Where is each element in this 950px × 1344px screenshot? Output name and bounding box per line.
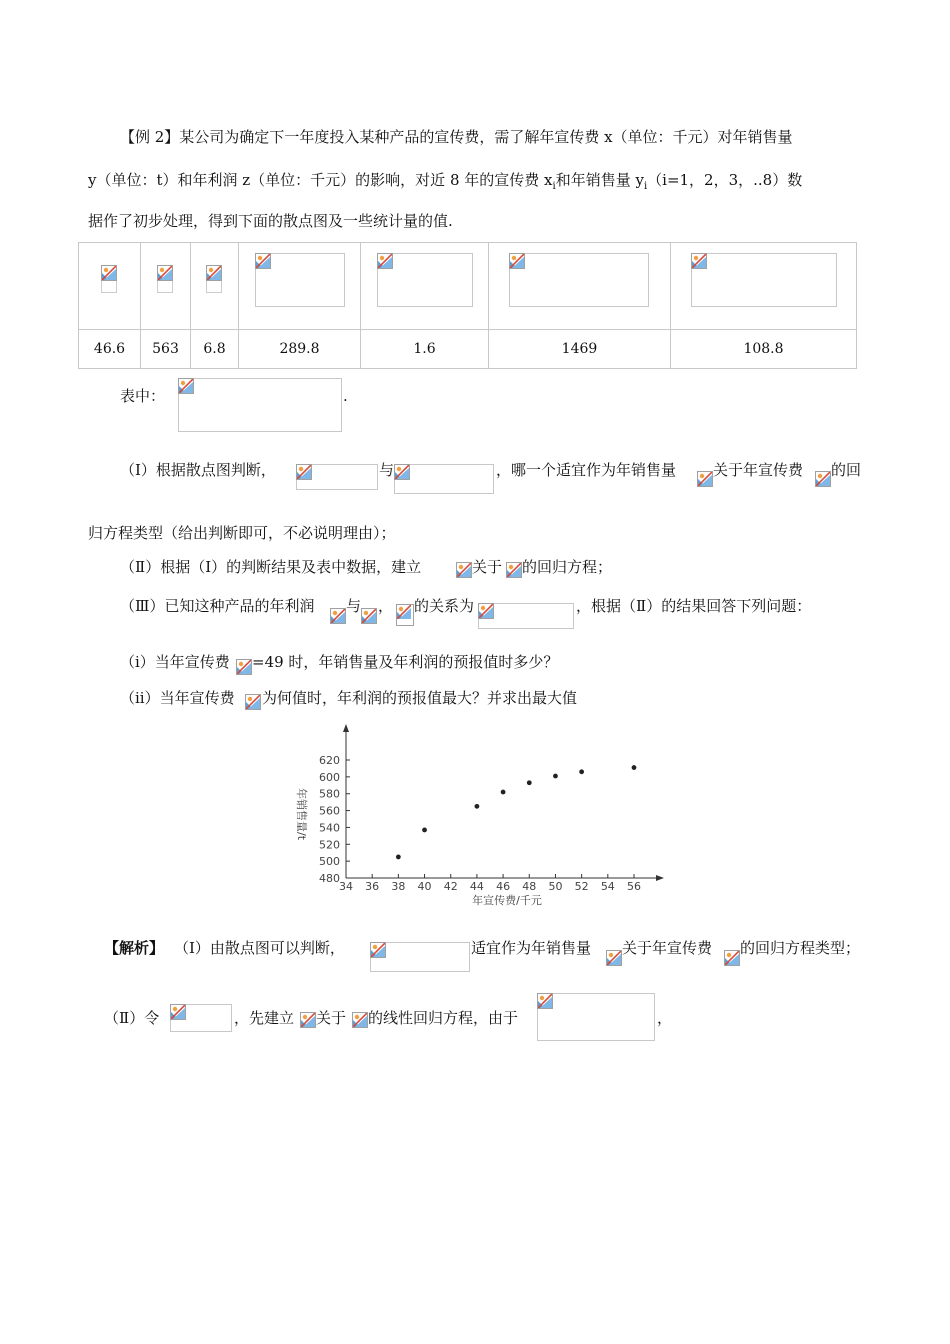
data-point [579,769,584,774]
data-point [422,828,427,833]
value-cell-1: 46.6 [79,330,141,369]
x-tick-label: 56 [627,880,641,893]
problem-line-2-c: （i=1，2，3，..8）数 [647,171,803,189]
formula-image-icon [509,253,525,269]
y-tick-label: 580 [319,787,340,801]
x-tick-label: 42 [443,880,458,893]
solution-l1-mid: 适宜作为年销售量 [471,939,592,957]
header-cell-6 [489,243,671,330]
data-point [527,780,532,785]
qii-end: 为何值时，年利润的预报值最大？并求出最大值 [262,689,578,707]
header-cell-7 [671,243,857,330]
data-point [396,855,401,860]
formula-image-icon [606,950,622,966]
formula-image-icon [255,253,271,269]
q3-with: 与 [346,597,362,615]
formula-image-icon [370,942,386,958]
q3-end: ，根据（Ⅱ）的结果回答下列问题： [576,597,812,615]
formula-image-icon [245,694,261,710]
y-tick-label: 560 [319,804,340,818]
problem-line-1: 【例 2】某公司为确定下一年度投入某种产品的宣传费，需了解年宣传费 x（单位：千元）对年销售量 [120,128,793,146]
formula-image-icon [691,253,707,269]
formula-image-icon [506,562,522,578]
x-tick-label: 34 [339,880,353,893]
problem-line-3: 据作了初步处理，得到下面的散点图及一些统计量的值. [88,212,453,230]
header-cell-5 [361,243,489,330]
solution-formula-c [537,993,655,1041]
x-tick-label: 38 [391,880,406,893]
q1-and: 与 [379,461,395,479]
formula-image-icon [394,464,410,480]
formula-image-icon [170,1004,186,1020]
problem-line-2-a: y（单位：t）和年利润 z（单位：千元）的影响，对近 8 年的宣传费 x [88,171,553,189]
statistics-table [78,242,857,369]
solution-l2-mid2: 的线性回归方程，由于 [368,1009,519,1027]
q3-formula [478,603,574,629]
x-tick-label: 46 [496,880,511,893]
formula-image-icon [330,608,346,624]
table-note-label: 表中： [120,387,166,405]
qi-pre: （i）当年宣传费 [120,653,230,671]
solution-formula-b [170,1004,232,1032]
q1-formula-b [394,464,494,494]
subscript-i: i [643,181,648,192]
q1-end: 的回 [831,461,862,479]
formula-image-icon [815,471,831,487]
q3-pre: （Ⅲ）已知这种产品的年利润 [120,597,315,615]
q3-comma: ， [378,597,394,615]
data-point [632,765,637,770]
solution-l2-mid: ，先建立 [234,1009,295,1027]
x-tick-label: 44 [469,880,484,893]
formula-image-icon [300,1012,316,1028]
q1-formula-a [296,464,378,490]
y-tick-label: 520 [319,838,340,852]
q3-relation: 的关系为 [414,597,475,615]
q1-mid: ，哪一个适宜作为年销售量 [496,461,677,479]
solution-l1-end: 的回归方程类型； [740,939,861,957]
x-tick-label: 54 [600,880,615,893]
qii-pre: （ii）当年宣传费 [120,689,235,707]
y-axis-label: 年销售量/t [295,787,308,841]
value-cell-6: 1469 [489,330,671,369]
formula-image-icon [296,464,312,480]
formula-image-icon [478,603,494,619]
formula-image-icon [724,950,740,966]
y-tick-label: 620 [319,754,340,767]
data-point [501,790,506,795]
q2-about: 关于 [472,558,503,576]
x-tick-label: 50 [548,880,563,893]
problem-line-2-b: 和年销售量 y [555,171,644,189]
x-axis-label: 年宣传费/千元 [472,894,542,907]
solution-formula-a [370,942,470,972]
formula-image-icon [101,265,117,281]
formula-image-icon [361,608,377,624]
solution-tag: 【解析】 [104,939,165,957]
x-tick-label: 36 [365,880,380,893]
formula-image-icon [396,604,414,626]
x-tick-label: 48 [522,880,537,893]
scatter-chart [270,720,670,910]
formula-image-icon [697,471,713,487]
value-cell-7: 108.8 [671,330,857,369]
table-note-formula [178,378,342,432]
y-axis-arrow [343,724,349,732]
q2-pre: （Ⅱ）根据（Ⅰ）的判断结果及表中数据，建立 [120,558,422,576]
y-tick-label: 600 [319,770,340,784]
x-tick-label: 52 [574,880,589,893]
solution-l1-about: 关于年宣传费 [622,939,713,957]
formula-image-icon [537,993,553,1009]
q1-pre: （Ⅰ）根据散点图判断， [120,461,276,479]
solution-l2-pre: （Ⅱ）令 [104,1009,160,1027]
formula-image-icon [157,265,173,281]
y-tick-label: 540 [319,821,340,835]
q2-end: 的回归方程； [522,558,613,576]
problem-line-2 [88,170,802,197]
header-cell-4 [239,243,361,330]
formula-image-icon [377,253,393,269]
y-tick-label: 500 [319,855,340,869]
header-cell-2 [141,243,191,330]
solution-l2-about: 关于 [316,1009,347,1027]
formula-image-icon [178,378,194,394]
value-cell-4: 289.8 [239,330,361,369]
formula-image-icon [206,265,222,281]
value-cell-2: 563 [141,330,191,369]
value-cell-5: 1.6 [361,330,489,369]
data-point [553,774,558,779]
q1-about: 关于年宣传费 [713,461,804,479]
data-point [475,804,480,809]
subscript-i: i [552,181,556,192]
x-tick-label: 40 [417,880,432,893]
table-note-end: . [343,387,348,405]
y-tick-label: 480 [319,872,340,885]
q1-line-2: 归方程类型（给出判断即可，不必说明理由）； [88,524,396,542]
formula-image-icon [236,659,252,675]
formula-image-icon [352,1012,368,1028]
solution-l2-end: ， [657,1009,673,1027]
formula-image-icon [456,562,472,578]
qi-end: =49 时，年销售量及年利润的预报值时多少？ [252,653,559,671]
header-cell-1 [79,243,141,330]
value-cell-3: 6.8 [191,330,239,369]
x-axis-arrow [656,875,664,881]
header-cell-3 [191,243,239,330]
solution-l1-pre: （Ⅰ）由散点图可以判断， [174,939,345,957]
